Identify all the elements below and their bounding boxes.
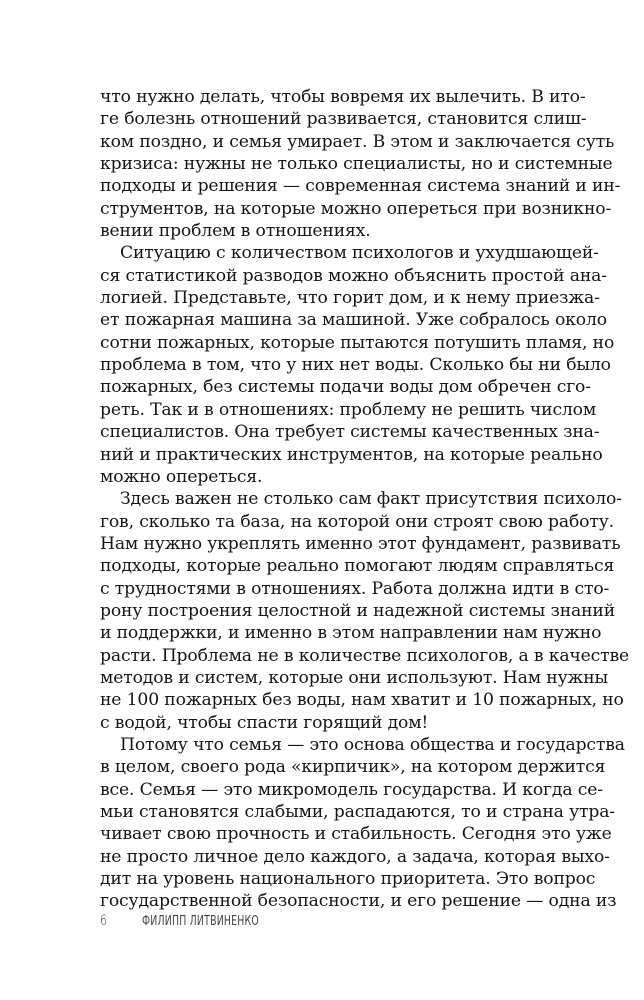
page-number: 6 (100, 913, 108, 929)
text-line: расти. Проблема не в количестве психологов, а в качестве (100, 645, 630, 666)
text-line: вении проблем в отношениях. (100, 221, 371, 242)
text-line: методов и систем, которые они используют. Нам нужны (100, 667, 609, 688)
text-line: кризиса: нужны не только специалисты, но и системные (100, 154, 613, 175)
text-line: ком поздно, и семья умирает. В этом и заключается суть (100, 131, 615, 152)
text-line: с трудностями в отношениях. Работа должна идти в сто- (100, 578, 610, 599)
text-line: гов, сколько та база, на которой они строят свою работу. (100, 511, 614, 532)
text-line: можно опереться. (100, 466, 263, 487)
text-line: мьи становятся слабыми, распадаются, то и страна утра- (100, 802, 616, 822)
text-line: подходы и решения — современная система знаний и ин- (100, 176, 621, 197)
text-line: дит на уровень национального приоритета. Это вопрос (100, 869, 596, 890)
text-line: рону построения целостной и надежной системы знаний (100, 600, 616, 621)
text-line: струментов, на которые можно опереться при возникно- (100, 198, 612, 219)
paragraph (100, 734, 625, 913)
text-line: подходы, которые реально помогают людям справляться (100, 556, 615, 577)
running-head-author: ФИЛИПП ЛИТВИНЕНКО (142, 914, 260, 929)
paragraph (100, 86, 621, 242)
text-line: сотни пожарных, которые пытаются потушить пламя, но (100, 332, 615, 353)
text-line: специалистов. Она требует системы качественных зна- (100, 422, 600, 443)
text-line: проблема в том, что у них нет воды. Сколько бы ни было (100, 355, 611, 376)
body-text (100, 86, 630, 913)
text-line: Ситуацию с количеством психологов и ухудшающей- (120, 243, 599, 264)
text-line: все. Семья — это микромодель государства. И когда се- (100, 779, 603, 800)
text-line: Потому что семья — это основа общества и государства (120, 734, 625, 755)
text-line: не 100 пожарных без воды, нам хватит и 10 пожарных, но (100, 690, 624, 711)
text-line: логией. Представьте, что горит дом, и к нему приезжа- (100, 288, 600, 309)
text-line: чивает свою прочность и стабильность. Сегодня это уже (100, 824, 612, 845)
text-line: государственной безопасности, и его решение — одна из (100, 891, 617, 912)
text-line: ся статистикой разводов можно объяснить простой ана- (100, 265, 607, 286)
text-line: не просто личное дело каждого, а задача, которая выхо- (100, 846, 610, 867)
text-line: пожарных, без системы подачи воды дом обречен сго- (100, 377, 591, 398)
text-line: в целом, своего рода «кирпичик», на котором держится (100, 757, 606, 778)
text-line: ге болезнь отношений развивается, становится слиш- (100, 109, 587, 130)
text-line: что нужно делать, чтобы вовремя их вылечить. В ито- (100, 87, 586, 107)
text-line: ет пожарная машина за машиной. Уже собралось около (100, 310, 607, 331)
text-line: реть. Так и в отношениях: проблему не решить числом (100, 399, 597, 420)
text-line: с водой, чтобы спасти горящий дом! (100, 712, 429, 733)
text-line: и поддержки, и именно в этом направлении нам нужно (100, 623, 602, 644)
paragraph (100, 242, 615, 488)
paragraph (100, 488, 630, 734)
text-line: Нам нужно укреплять именно этот фундамент, развивать (100, 533, 621, 554)
text-line: ний и практических инструментов, на которые реально (100, 444, 603, 465)
text-line: Здесь важен не столько сам факт присутствия психоло- (120, 489, 622, 510)
